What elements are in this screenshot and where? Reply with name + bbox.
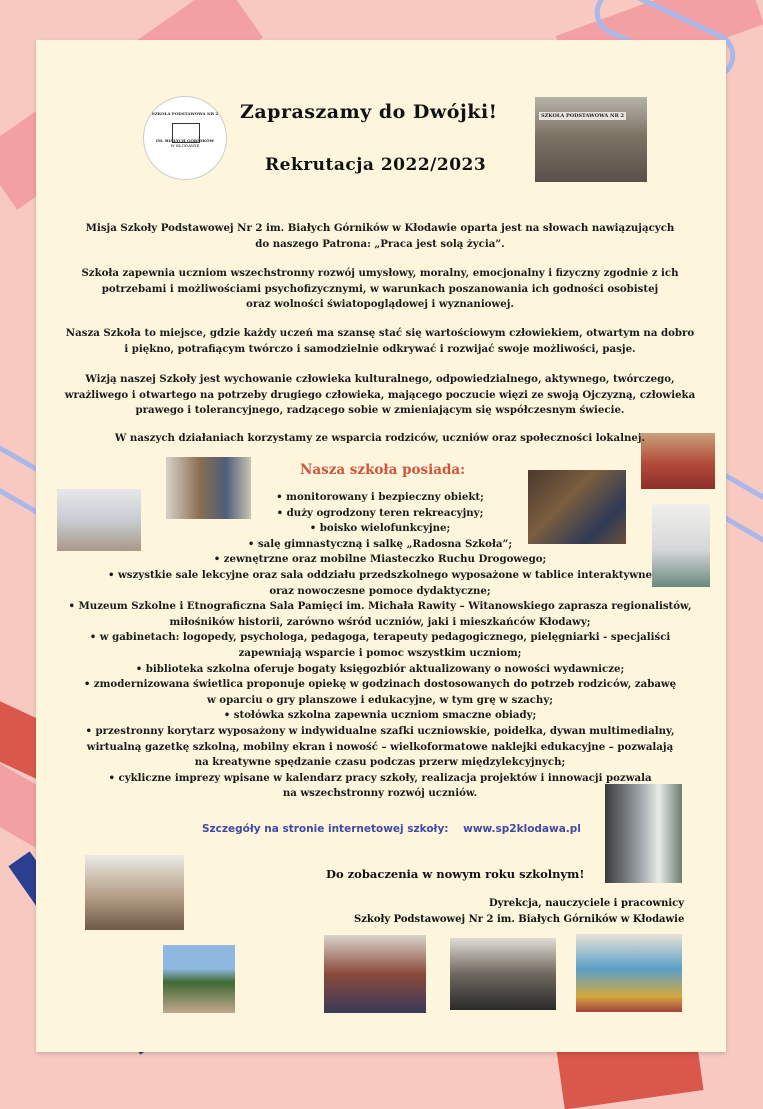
list-item: • stołówka szkolna zapewnia uczniom smaczne obiady; xyxy=(223,709,537,722)
list-item: zapewniają wsparcie i pomoc wszystkim uczniom; xyxy=(238,646,522,659)
list-item: na kreatywne spędzanie czasu podczas przerw międzylekcyjnych; xyxy=(194,756,566,769)
logo-top-text: SZKOŁA PODSTAWOWA NR 2 xyxy=(151,111,219,116)
list-item: wirtualną gazetkę szkolną, mobilny ekran i nowość – wielkoformatowe naklejki edukacyjne – pozwalają xyxy=(86,740,674,753)
page-subtitle: Rekrutacja 2022/2023 xyxy=(265,155,487,175)
list-item: • zmodernizowana świetlica proponuje opiekę w godzinach dostosowanych do potrzeb rodziców, zabawę xyxy=(83,678,677,691)
photo-classroom-flags xyxy=(324,935,426,1013)
list-item: miłośników historii, zarówno wśród uczniów, jaki i mieszkańców Kłodawy; xyxy=(169,615,591,628)
list-item: • zewnętrzne oraz mobilne Miasteczko Ruchu Drogowego; xyxy=(213,553,547,566)
mission-line-2: do naszego Patrona: „Praca jest solą życia”. xyxy=(255,237,505,250)
closing-text: Do zobaczenia w nowym roku szkolnym! xyxy=(326,867,585,881)
website-link[interactable]: www.sp2klodawa.pl xyxy=(463,823,581,835)
list-item: • cykliczne imprezy wpisane w kalendarz pracy szkoły, realizacja projektów i innowacji pozwala xyxy=(108,771,652,784)
list-item: • monitorowany i bezpieczny obiekt; xyxy=(276,491,484,503)
signature-line-2: Szkoły Podstawowej Nr 2 im. Białych Górników w Kłodawie xyxy=(354,914,685,925)
place-line-1: Nasza Szkoła to miejsce, gdzie każdy uczeń ma szansę stać się wartościowym człowiekiem, otwartym na dobro xyxy=(65,327,695,339)
vision-line-3: prawego i tolerancyjnego, radzącego sobie w zmieniającym się współczesnym świecie. xyxy=(135,404,625,416)
logo-emblem-icon xyxy=(172,123,200,143)
list-item: • biblioteka szkolna oferuje bogaty księgozbiór aktualizowany o nowości wydawnicze; xyxy=(135,662,625,675)
development-line-3: oraz wolności światopoglądowej i wyznaniowej. xyxy=(246,298,514,310)
development-paragraph xyxy=(60,266,700,313)
vision-line-1: Wizją naszej Szkoły jest wychowanie człowieka kulturalnego, odpowiedzialnego, aktywnego, twórczego, xyxy=(85,373,675,385)
list-item: • wszystkie sale lekcyjne oraz sala oddziału przedszkolnego wyposażone w tablice interaktywne xyxy=(107,568,653,581)
support-paragraph xyxy=(60,431,700,447)
photo-memorial-room xyxy=(85,855,184,930)
mission-line-1: Misja Szkoły Podstawowej Nr 2 im. Białych Górników w Kłodawie oparta jest na słowach nawiązujących xyxy=(85,222,675,234)
signature-line-1: Dyrekcja, nauczyciele i pracownicy xyxy=(489,898,685,909)
list-item: oraz nowoczesne pomoce dydaktyczne; xyxy=(269,584,491,597)
features-list xyxy=(55,490,705,802)
photo-colorful-classroom xyxy=(576,934,682,1012)
mission-paragraph xyxy=(60,221,700,252)
corridor-sign-text: SZKOŁA PODSTAWOWA NR 2 xyxy=(541,113,624,119)
photo-common-room xyxy=(450,938,556,1010)
vision-paragraph xyxy=(60,372,700,419)
list-item: • duży ogrodzony teren rekreacyjny; xyxy=(276,506,484,519)
vision-line-2: wrażliwego i otwartego na potrzeby drugiego człowieka, mającego poczucie więzi ze swoją Ojczyzną, człowieka xyxy=(64,388,696,401)
list-item: • Muzeum Szkolne i Etnograficzna Sala Pamięci im. Michała Rawity – Witanowskiego zaprasza regionalistów, xyxy=(68,600,692,613)
school-logo xyxy=(143,96,227,180)
list-item: • boisko wielofunkcyjne; xyxy=(309,522,451,535)
photo-corridor xyxy=(535,97,647,182)
logo-bottom-text-2: W KŁODAWIE xyxy=(170,143,200,148)
details-label: Szczegóły na stronie internetowej szkoły: xyxy=(202,823,449,835)
list-item: • w gabinetach: logopedy, psychologa, pedagoga, terapeuty pedagogicznego, pielęgniarki - specjaliści xyxy=(89,631,671,644)
photo-school-yard xyxy=(163,945,235,1013)
development-line-1: Szkoła zapewnia uczniom wszechstronny rozwój umysłowy, moralny, emocjonalny i fizyczny zgodnie z ich xyxy=(81,267,679,279)
place-line-2: i piękno, potrafiącym twórczo i samodzielnie odkrywać i rozwijać swoje możliwości, pasje. xyxy=(124,342,636,355)
place-paragraph xyxy=(60,326,700,357)
list-item: na wszechstronny rozwój uczniów. xyxy=(282,787,478,800)
support-line-1: W naszych działaniach korzystamy ze wsparcia rodziców, uczniów oraz społeczności lokalnej. xyxy=(114,432,646,444)
logo-bottom-text-1: IM. BIAŁYCH GÓRNIKÓW xyxy=(155,138,215,143)
list-item: w oparciu o gry planszowe i edukacyjne, w tym grę w szachy; xyxy=(206,693,554,706)
features-heading: Nasza szkoła posiada: xyxy=(300,462,466,478)
list-item: • salę gimnastyczną i salkę „Radosna Szkoła”; xyxy=(247,537,513,550)
development-line-2: potrzebami i możliwościami psychofizycznymi, w warunkach poszanowania ich godności osobistej xyxy=(101,282,659,295)
list-item: • przestronny korytarz wyposażony w indywidualne szafki uczniowskie, poidełka, dywan multimedialny, xyxy=(85,724,675,737)
details-line xyxy=(202,823,581,835)
page-title: Zapraszamy do Dwójki! xyxy=(240,101,498,123)
